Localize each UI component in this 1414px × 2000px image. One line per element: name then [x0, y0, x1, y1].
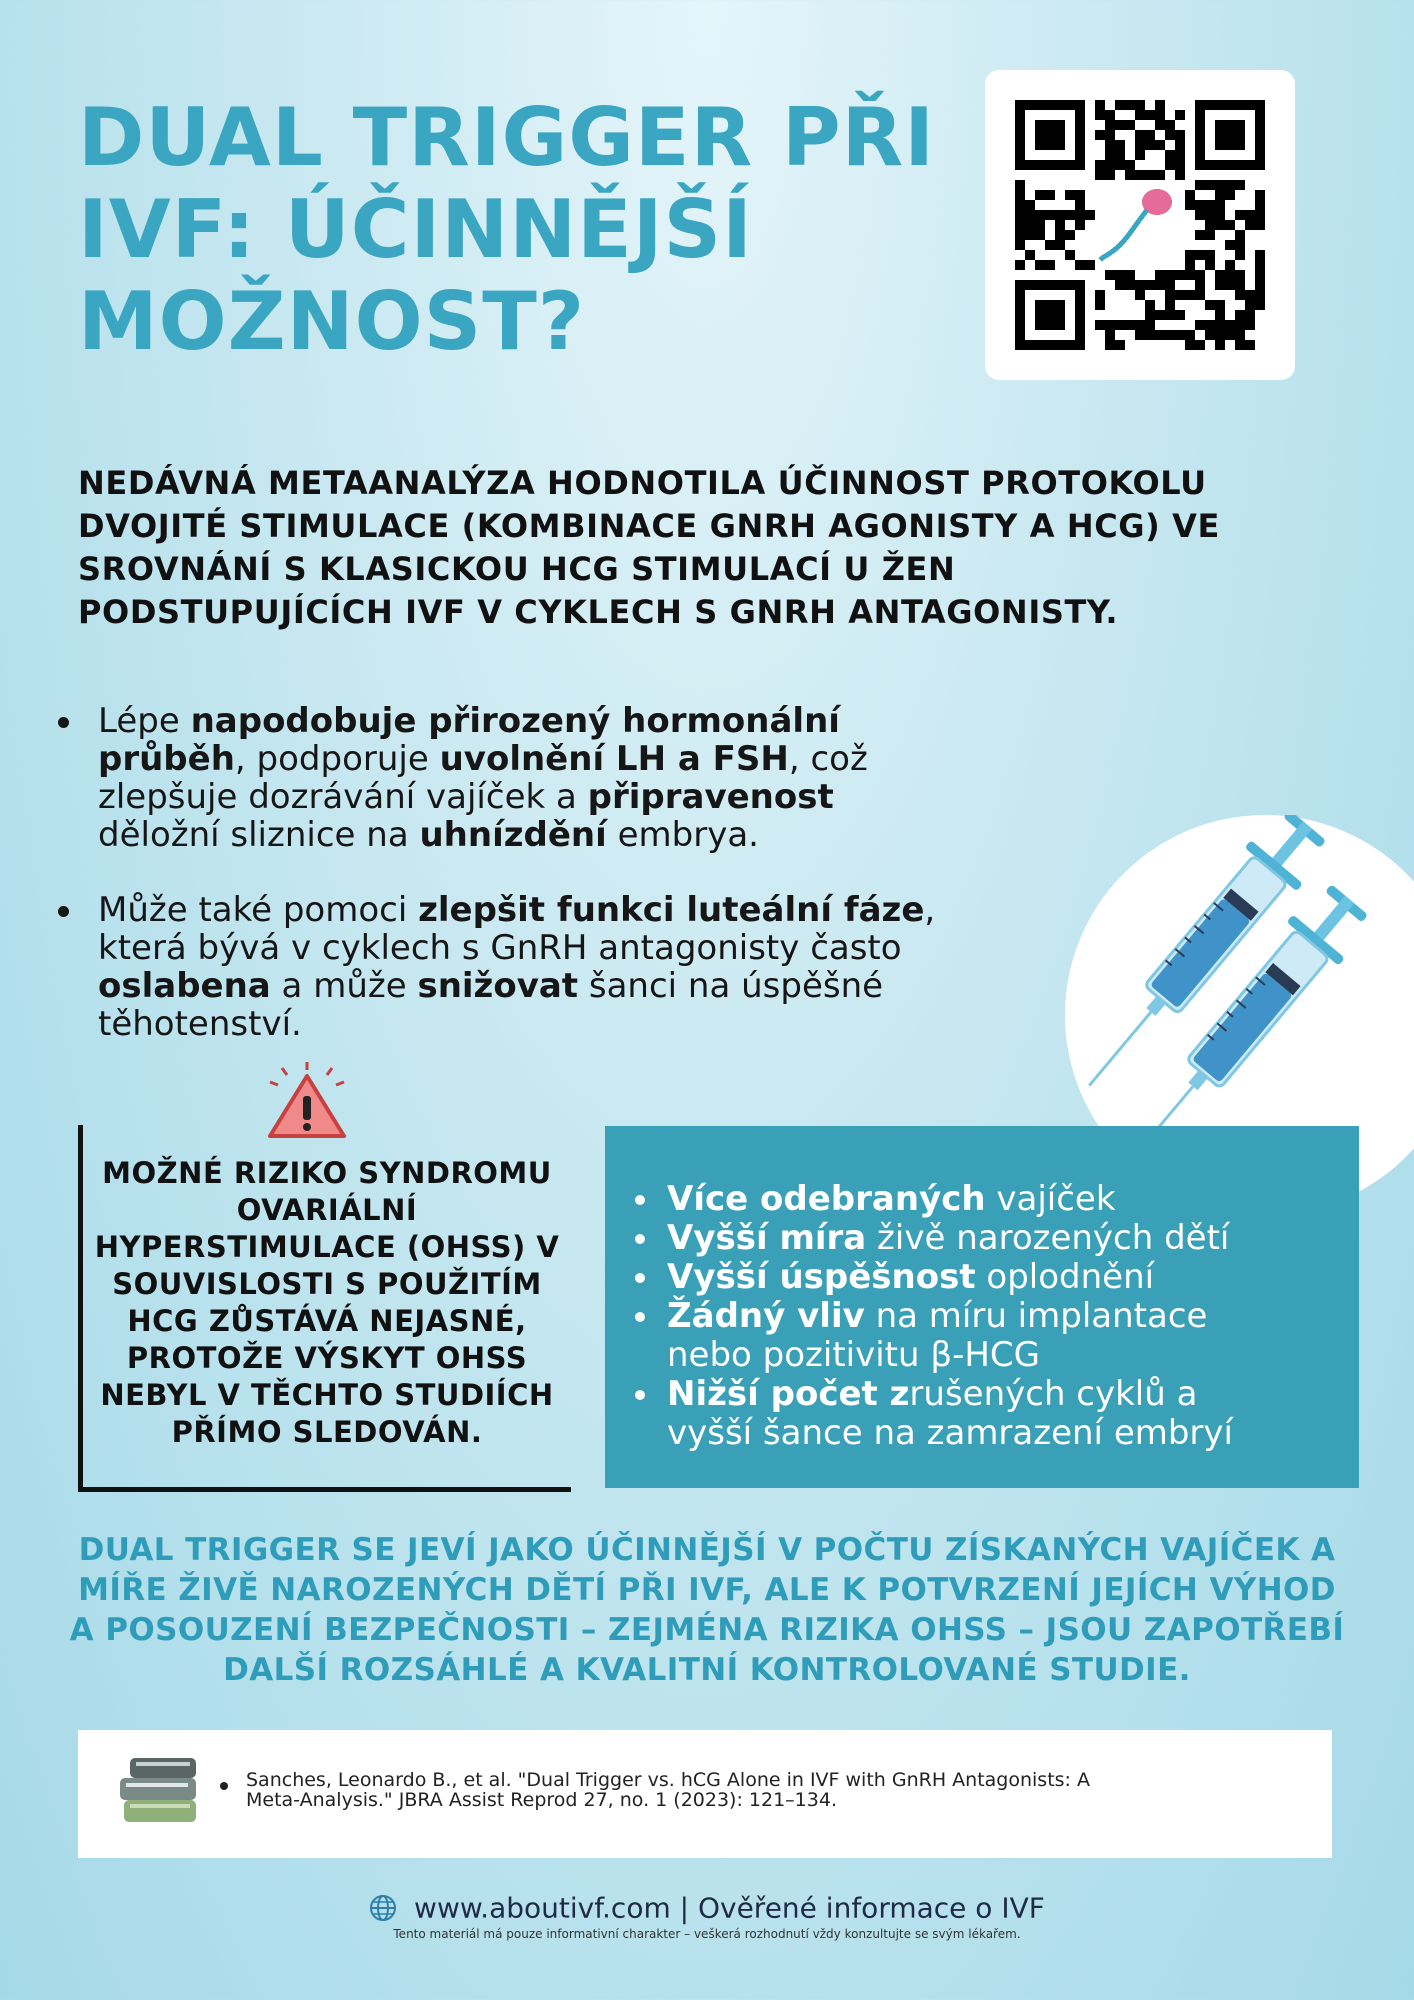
text-line	[667, 1219, 1355, 1258]
page-title	[78, 92, 938, 368]
warning-line: PROTOŽE VÝSKYT OHSS	[126, 1341, 528, 1375]
bullet-text	[98, 891, 935, 1043]
text-run: vyšší šance na zamrazení embryí	[667, 1413, 1233, 1453]
title-line: DUAL TRIGGER PŘI	[78, 91, 936, 184]
text-run: nebo pozitivitu β-HCG	[667, 1335, 1040, 1375]
benefit-item	[635, 1180, 1355, 1219]
warning-line: PŘÍMO SLEDOVÁN.	[171, 1415, 483, 1449]
globe-icon	[369, 1894, 397, 1922]
warning-text	[92, 1155, 562, 1451]
text-line	[98, 778, 868, 816]
text-run: a může	[270, 966, 418, 1006]
text-run: oplodnění	[975, 1257, 1155, 1297]
emphasis-text: Vyšší úspěšnost	[667, 1257, 976, 1297]
conclusion-line: MÍŘE ŽIVĚ NAROZENÝCH DĚTÍ PŘI IVF, ALE K POTVRZENÍ JEJÍCH VÝHOD	[78, 1572, 1336, 1608]
text-line	[98, 967, 935, 1005]
bullet-item	[58, 702, 1058, 862]
text-line	[98, 816, 868, 854]
warning-line: HYPERSTIMULACE (OHSS) V	[94, 1230, 560, 1264]
warning-line: MOŽNÉ RIZIKO SYNDROMU	[102, 1156, 552, 1190]
benefit-item	[635, 1297, 1355, 1375]
emphasis-text: snižovat	[417, 966, 579, 1006]
text-line	[98, 1005, 935, 1043]
text-run: , což	[788, 739, 868, 779]
text-line	[667, 1297, 1355, 1336]
footer	[0, 1890, 1414, 1925]
qr-code-icon	[1015, 100, 1265, 350]
conclusion-line: DUAL TRIGGER SE JEVÍ JAKO ÚČINNĚJŠÍ V POČTU ZÍSKANÝCH VAJÍČEK A	[78, 1532, 1336, 1568]
text-run: zlepšuje dozrávání vajíček a	[98, 777, 588, 817]
intro-line: DVOJITÉ STIMULACE (KOMBINACE GNRH AGONISTY A HCG) VE	[78, 507, 1220, 545]
reference-bullet	[220, 1782, 228, 1790]
reference-line: Meta-Analysis." JBRA Assist Reprod 27, no. 1 (2023): 121–134.	[246, 1789, 837, 1811]
text-run: živě narozených dětí	[866, 1218, 1230, 1258]
conclusion-text	[40, 1530, 1374, 1690]
emphasis-text: průběh	[98, 739, 235, 779]
books-icon	[116, 1750, 206, 1830]
reference-text	[246, 1770, 1306, 1810]
conclusion-line: DALŠÍ ROZSÁHLÉ A KVALITNÍ KONTROLOVANÉ STUDIE.	[223, 1652, 1191, 1688]
text-line	[667, 1180, 1355, 1219]
emphasis-text: Nižší počet z	[667, 1374, 910, 1414]
intro-line: SROVNÁNÍ S KLASICKOU HCG STIMULACÍ U ŽEN	[78, 550, 956, 588]
intro-line: NEDÁVNÁ METAANALÝZA HODNOTILA ÚČINNOST PROTOKOLU	[78, 464, 1207, 502]
text-run: děložní sliznice na	[98, 815, 420, 855]
text-run: těhotenství.	[98, 1004, 302, 1044]
text-line	[667, 1258, 1355, 1297]
emphasis-text: oslabena	[98, 966, 271, 1006]
emphasis-text: připravenost	[587, 777, 834, 817]
text-run: která bývá v cyklech s GnRH antagonisty často	[98, 928, 902, 968]
emphasis-text: zlepšit funkci luteální fáze	[418, 890, 925, 930]
text-line	[667, 1414, 1355, 1453]
text-run: šanci na úspěšné	[578, 966, 884, 1006]
warning-line: HCG ZŮSTÁVÁ NEJASNÉ,	[127, 1304, 527, 1338]
title-line: MOŽNOST?	[78, 275, 586, 368]
bullet-dot	[58, 906, 69, 917]
text-run: ,	[924, 890, 936, 930]
text-run: Může také pomoci	[98, 890, 419, 930]
text-run: , podporuje	[234, 739, 440, 779]
website-link[interactable]: www.aboutivf.com | Ověřené informace o IVF	[414, 1891, 1045, 1925]
emphasis-text: napodobuje přirozený hormonální	[190, 701, 840, 741]
benefit-item	[635, 1219, 1355, 1258]
text-run: rušených cyklů a	[909, 1374, 1198, 1414]
warning-line: OVARIÁLNÍ	[236, 1193, 418, 1227]
text-line	[667, 1375, 1355, 1414]
text-line	[98, 702, 868, 740]
emphasis-text: Více odebraných	[667, 1179, 986, 1219]
text-line	[667, 1336, 1355, 1375]
warning-line: SOUVISLOSTI S POUŽITÍM	[112, 1267, 542, 1301]
bullet-item	[58, 891, 1058, 1051]
reference-line: Sanches, Leonardo B., et al. "Dual Trigger vs. hCG Alone in IVF with GnRH Antagonists: A	[246, 1769, 1090, 1791]
warning-line: NEBYL V TĚCHTO STUDIÍCH	[100, 1378, 554, 1412]
text-run: na míru implantace	[864, 1296, 1208, 1336]
bullet-text	[98, 702, 868, 854]
conclusion-line: A POSOUZENÍ BEZPEČNOSTI – ZEJMÉNA RIZIKA OHSS – JSOU ZAPOTŘEBÍ	[69, 1612, 1345, 1648]
text-line	[98, 740, 868, 778]
emphasis-text: uvolnění LH a FSH	[439, 739, 789, 779]
text-line	[98, 891, 935, 929]
disclaimer: Tento materiál má pouze informativní charakter – veškerá rozhodnutí vždy konzultujte se svým lékařem.	[393, 1927, 1021, 1941]
benefit-item	[635, 1258, 1355, 1297]
text-run: embrya.	[606, 815, 759, 855]
text-run: Lépe	[98, 701, 191, 741]
benefit-item	[635, 1375, 1355, 1453]
intro-line: PODSTUPUJÍCÍCH IVF V CYKLECH S GNRH ANTAGONISTY.	[78, 593, 1119, 631]
text-line	[98, 929, 935, 967]
emphasis-text: Vyšší míra	[667, 1218, 867, 1258]
title-line: IVF: ÚČINNĚJŠÍ	[78, 183, 753, 276]
emphasis-text: Žádný vliv	[667, 1296, 865, 1336]
bullet-dot	[58, 717, 69, 728]
benefits-list	[635, 1180, 1355, 1453]
text-run: vajíček	[985, 1179, 1116, 1219]
qr-code-card[interactable]	[985, 70, 1295, 380]
intro-text	[78, 462, 1238, 634]
emphasis-text: uhnízdění	[419, 815, 607, 855]
